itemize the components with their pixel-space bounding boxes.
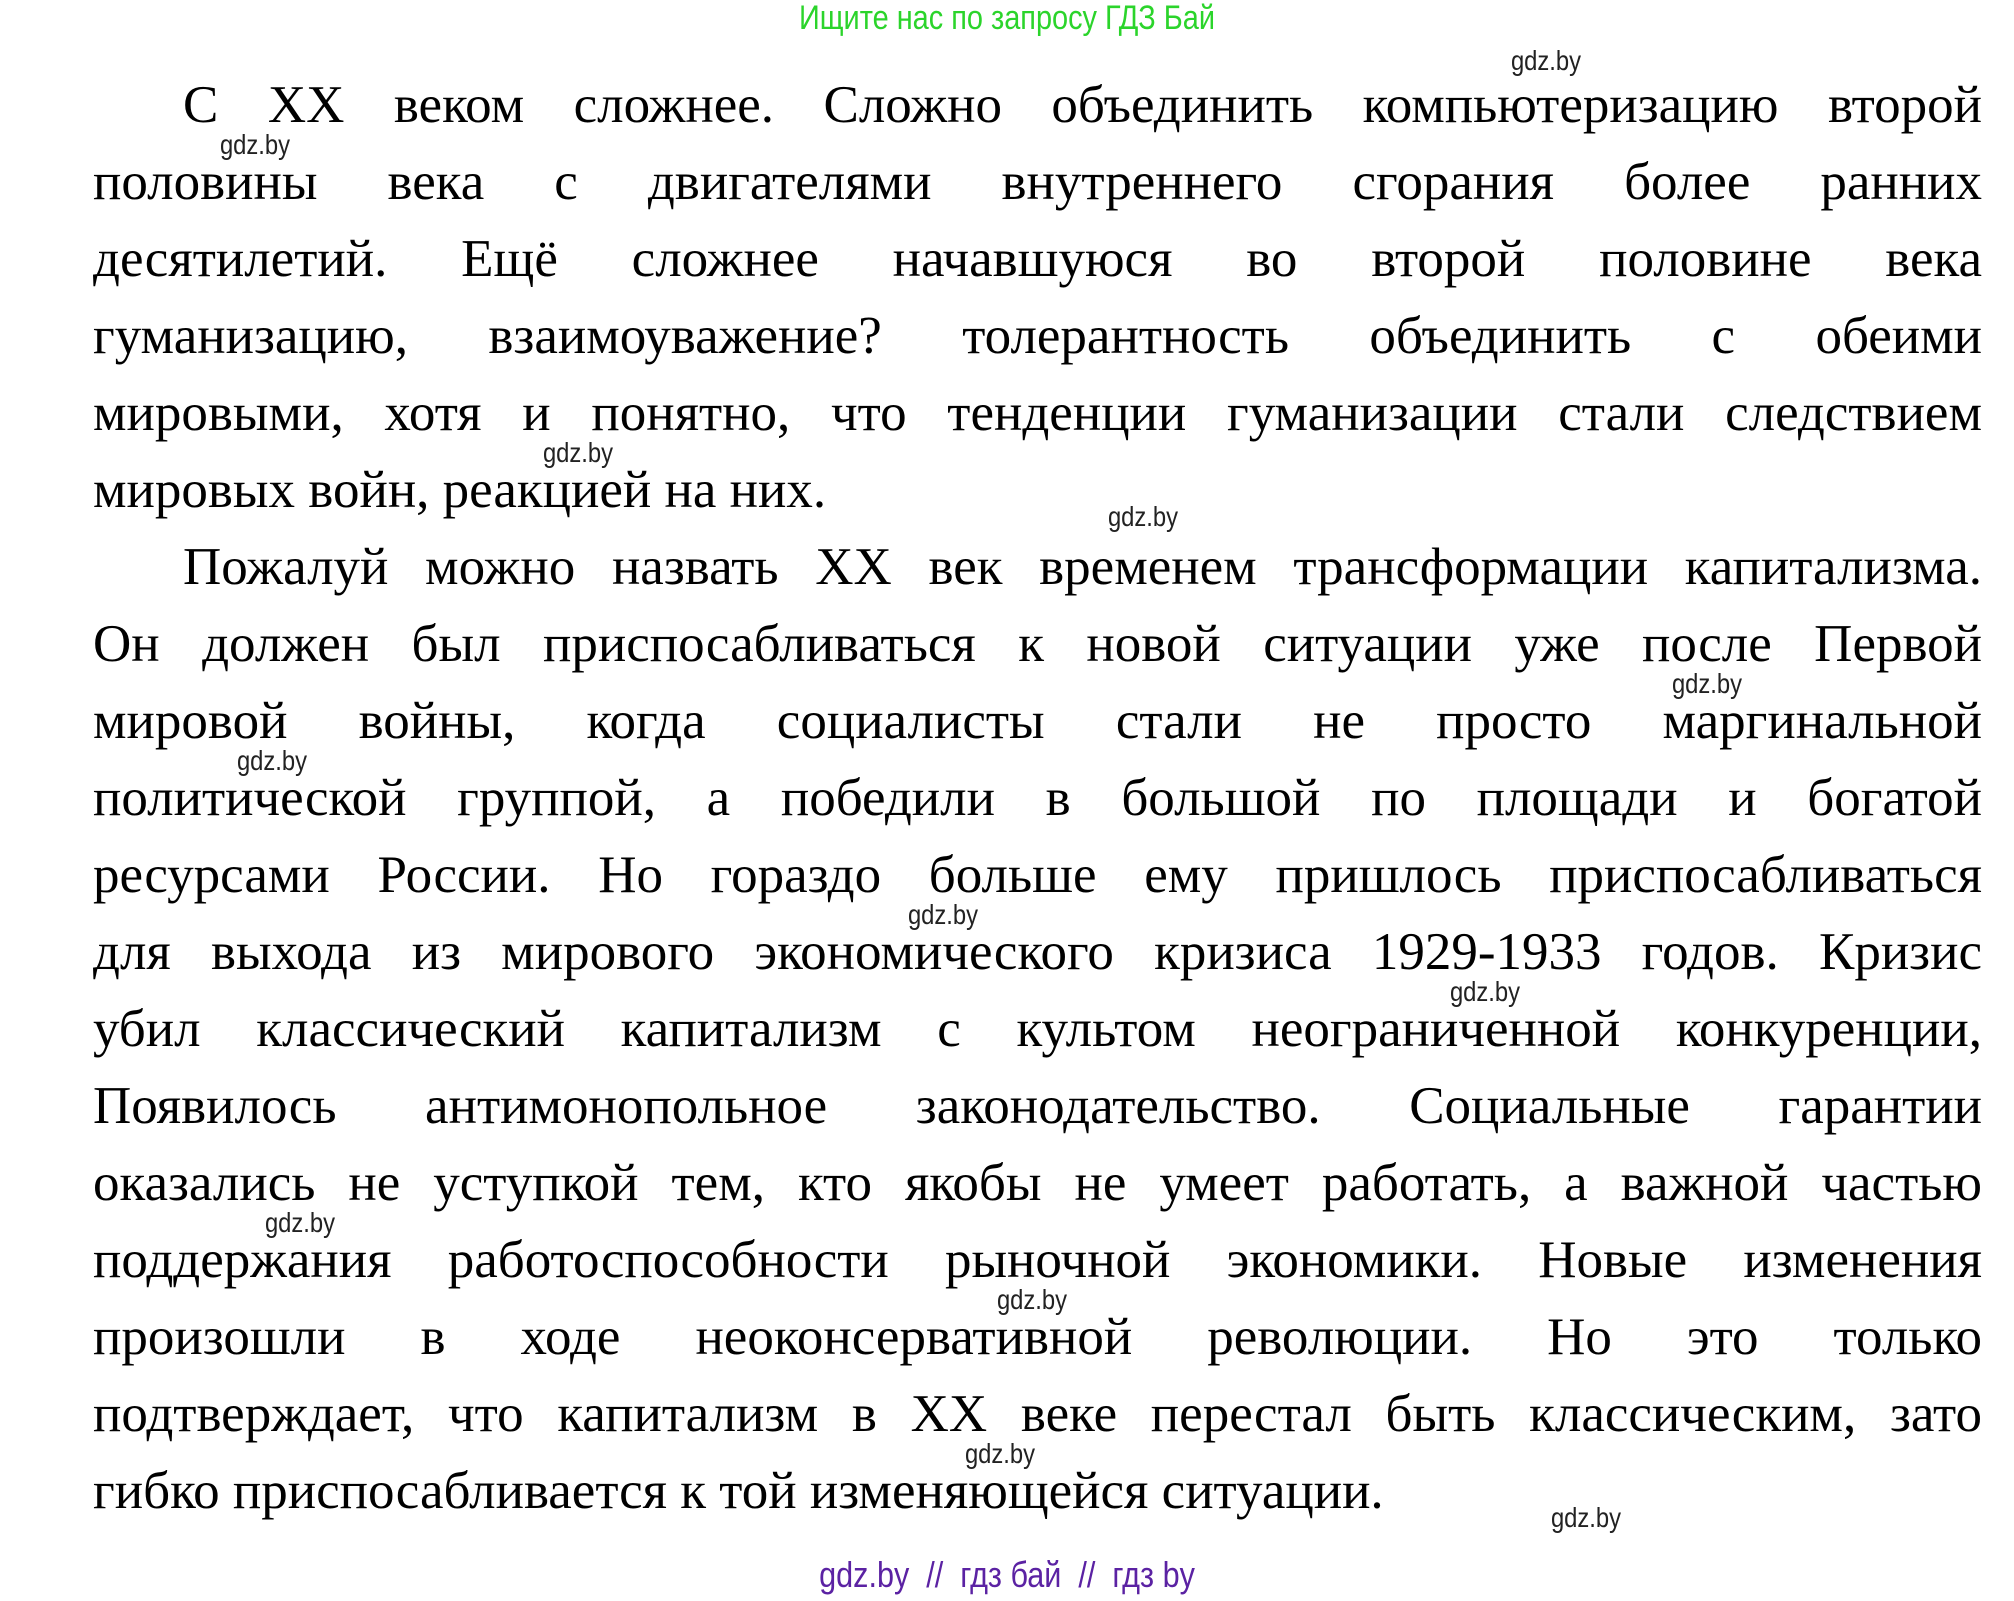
text-line: Он должен был приспосабливаться к новой ситуации уже после Первой [93,615,1982,673]
watermark: gdz.by [264,1207,336,1238]
text-line: мировых войн, реакцией на них. [93,461,827,519]
text-line: Появилось антимонопольное законодательство. Социальные гарантии [93,1077,1982,1135]
footer-links: gdz.by // гдз бай // гдз by [819,1554,1195,1595]
text-line: С XX веком сложнее. Сложно объединить компьютеризацию второй [183,76,1982,134]
text-line: гуманизацию, взаимоуважение? толерантность объединить с обеими [93,307,1982,365]
text-line: убил классический капитализм с культом неограниченной конкуренции, [93,1000,1982,1058]
text-line: мировой войны, когда социалисты стали не просто маргинальной [93,692,1982,750]
text-line: мировыми, хотя и понятно, что тенденции гуманизации стали следствием [93,384,1982,442]
watermark: gdz.by [1550,1502,1622,1533]
text-line: Пожалуй можно назвать XX век временем трансформации капитализма. [183,538,1982,596]
text-line: поддержания работоспособности рыночной экономики. Новые изменения [93,1231,1982,1289]
text-line: гибко приспосабливается к той изменяющейся ситуации. [93,1462,1384,1520]
watermark: gdz.by [1449,976,1521,1007]
text-line: произошли в ходе неоконсервативной революции. Но это только [93,1308,1982,1366]
watermark: gdz.by [219,129,291,160]
watermark: gdz.by [996,1284,1068,1315]
text-line: подтверждает, что капитализм в XX веке перестал быть классическим, зато [93,1385,1982,1443]
watermark: gdz.by [1510,45,1582,76]
watermark: gdz.by [964,1438,1036,1469]
watermark: gdz.by [907,899,979,930]
text-line: ресурсами России. Но гораздо больше ему пришлось приспосабливаться [93,846,1982,904]
text-line: половины века с двигателями внутреннего сгорания более ранних [93,153,1982,211]
promo-header: Ищите нас по запросу ГДЗ Бай [799,0,1215,37]
watermark: gdz.by [542,437,614,468]
text-line: десятилетий. Ещё сложнее начавшуюся во второй половине века [93,230,1982,288]
text-line: для выхода из мирового экономического кризиса 1929-1933 годов. Кризис [93,923,1982,981]
text-line: политической группой, а победили в большой по площади и богатой [93,769,1982,827]
watermark: gdz.by [1107,501,1179,532]
text-line: оказались не уступкой тем, кто якобы не умеет работать, а важной частью [93,1154,1982,1212]
watermark: gdz.by [236,745,308,776]
watermark: gdz.by [1671,668,1743,699]
